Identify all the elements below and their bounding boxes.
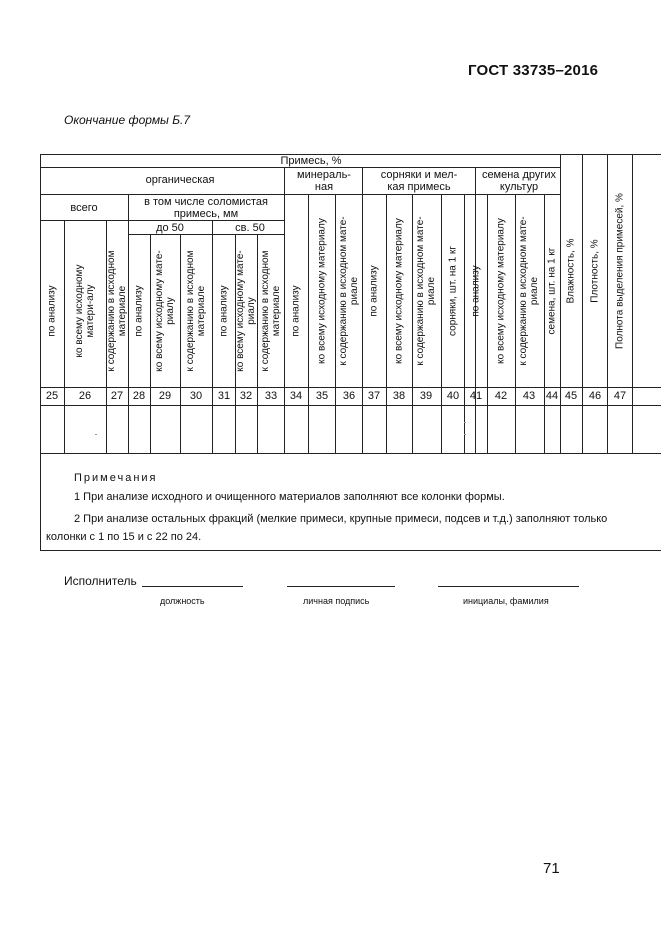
col29-label: ко всему исходному мате-риалу <box>154 250 176 372</box>
col-number: 38 <box>392 390 406 402</box>
col47-label: Полнота выделения примесей, % <box>614 193 626 349</box>
col-number: 29 <box>158 390 172 402</box>
col32-label: ко всему исходному мате-риалу <box>235 250 257 372</box>
col-number: 31 <box>217 390 231 402</box>
seeds-header-2: культур <box>499 181 539 193</box>
over50-header: св. 50 <box>235 222 265 234</box>
col-number: 25 <box>45 390 59 402</box>
col37-label: по анализу <box>368 265 380 317</box>
col26-label: ко всему исходному матери-алу <box>74 264 96 358</box>
col-number: 33 <box>264 390 278 402</box>
col-number: 37 <box>367 390 381 402</box>
col-number: 47 <box>613 390 627 402</box>
col-number: 35 <box>315 390 329 402</box>
col-number: 42 <box>494 390 508 402</box>
col33-label: к содержанию в исходном материале <box>260 250 282 372</box>
col-number: 45 <box>564 390 578 402</box>
col-number: 39 <box>419 390 433 402</box>
col30-label: к содержанию в исходном материале <box>185 250 207 372</box>
name-line[interactable] <box>438 586 579 587</box>
note-2-continued: колонки с 1 по 15 и с 22 по 24. <box>46 531 202 543</box>
col43-label: к содержанию в исходном мате-риале <box>518 216 540 366</box>
form-caption: Окончание формы Б.7 <box>64 113 191 127</box>
blank-cell-mark <box>95 434 97 435</box>
straw-header-2: примесь, мм <box>173 208 239 220</box>
organic-header: органическая <box>145 174 215 186</box>
col-number: 36 <box>342 390 356 402</box>
weeds-header-2: кая примесь <box>387 181 451 193</box>
col42-label: ко всему исходному материалу <box>495 218 507 364</box>
col41-label: по анализу <box>470 265 482 317</box>
straw-header-1: в том числе соломистая <box>144 196 268 208</box>
col-number: 27 <box>110 390 124 402</box>
notes-title: Примечания <box>74 472 158 484</box>
signature-line[interactable] <box>287 586 395 587</box>
col-number: 40 <box>446 390 460 402</box>
weeds-header-1: сорняки и мел- <box>380 169 458 181</box>
col-number: 41 <box>469 390 483 402</box>
col-number: 30 <box>189 390 203 402</box>
seeds-header-1: семена других <box>481 169 557 181</box>
note-1: 1 При анализе исходного и очищенного материалов заполняют все колонки формы. <box>74 491 505 503</box>
col-number: 26 <box>78 390 92 402</box>
col-number: 28 <box>132 390 146 402</box>
position-line[interactable] <box>142 586 243 587</box>
col34-label: по анализу <box>290 285 302 337</box>
col28-label: по анализу <box>133 285 145 337</box>
col40-label: сорняки, шт. на 1 кг <box>447 246 459 336</box>
page-number: 71 <box>543 860 560 877</box>
col46-label: Плотность, % <box>589 239 601 303</box>
executor-label: Исполнитель <box>64 574 137 588</box>
col-number: 44 <box>545 390 559 402</box>
impurity-header: Примесь, % <box>280 155 342 167</box>
col35-label: ко всему исходному материалу <box>316 218 328 364</box>
col38-label: ко всему исходному материалу <box>393 218 405 364</box>
blank-cell-mark <box>464 434 466 435</box>
col-number: 32 <box>239 390 253 402</box>
col39-label: к содержанию в исходном мате-риале <box>415 216 437 366</box>
col-number: 34 <box>289 390 303 402</box>
col27-label: к содержанию в исходном материале <box>106 250 128 372</box>
col45-label: Влажность, % <box>565 238 577 304</box>
position-caption: должность <box>160 596 205 606</box>
standard-number: ГОСТ 33735–2016 <box>468 62 599 79</box>
blank-cell-mark <box>464 422 466 423</box>
note-2: 2 При анализе остальных фракций (мелкие примеси, крупные примеси, подсев и т.д.) заполняют только <box>74 513 608 525</box>
col36-label: к содержанию в исходном мате-риале <box>338 216 360 366</box>
form-table <box>40 154 661 551</box>
col44-label: семена, шт. на 1 кг <box>546 247 558 335</box>
mineral-header-2: ная <box>314 181 334 193</box>
col-number: 43 <box>522 390 536 402</box>
col-number: 46 <box>588 390 602 402</box>
mineral-header-1: минераль- <box>297 169 351 181</box>
total-header: всего <box>70 202 98 214</box>
upto50-header: до 50 <box>156 222 184 234</box>
name-caption: инициалы, фамилия <box>463 596 549 606</box>
signature-caption: личная подпись <box>303 596 370 606</box>
col31-label: по анализу <box>218 285 230 337</box>
col25-label: по анализу <box>46 285 58 337</box>
